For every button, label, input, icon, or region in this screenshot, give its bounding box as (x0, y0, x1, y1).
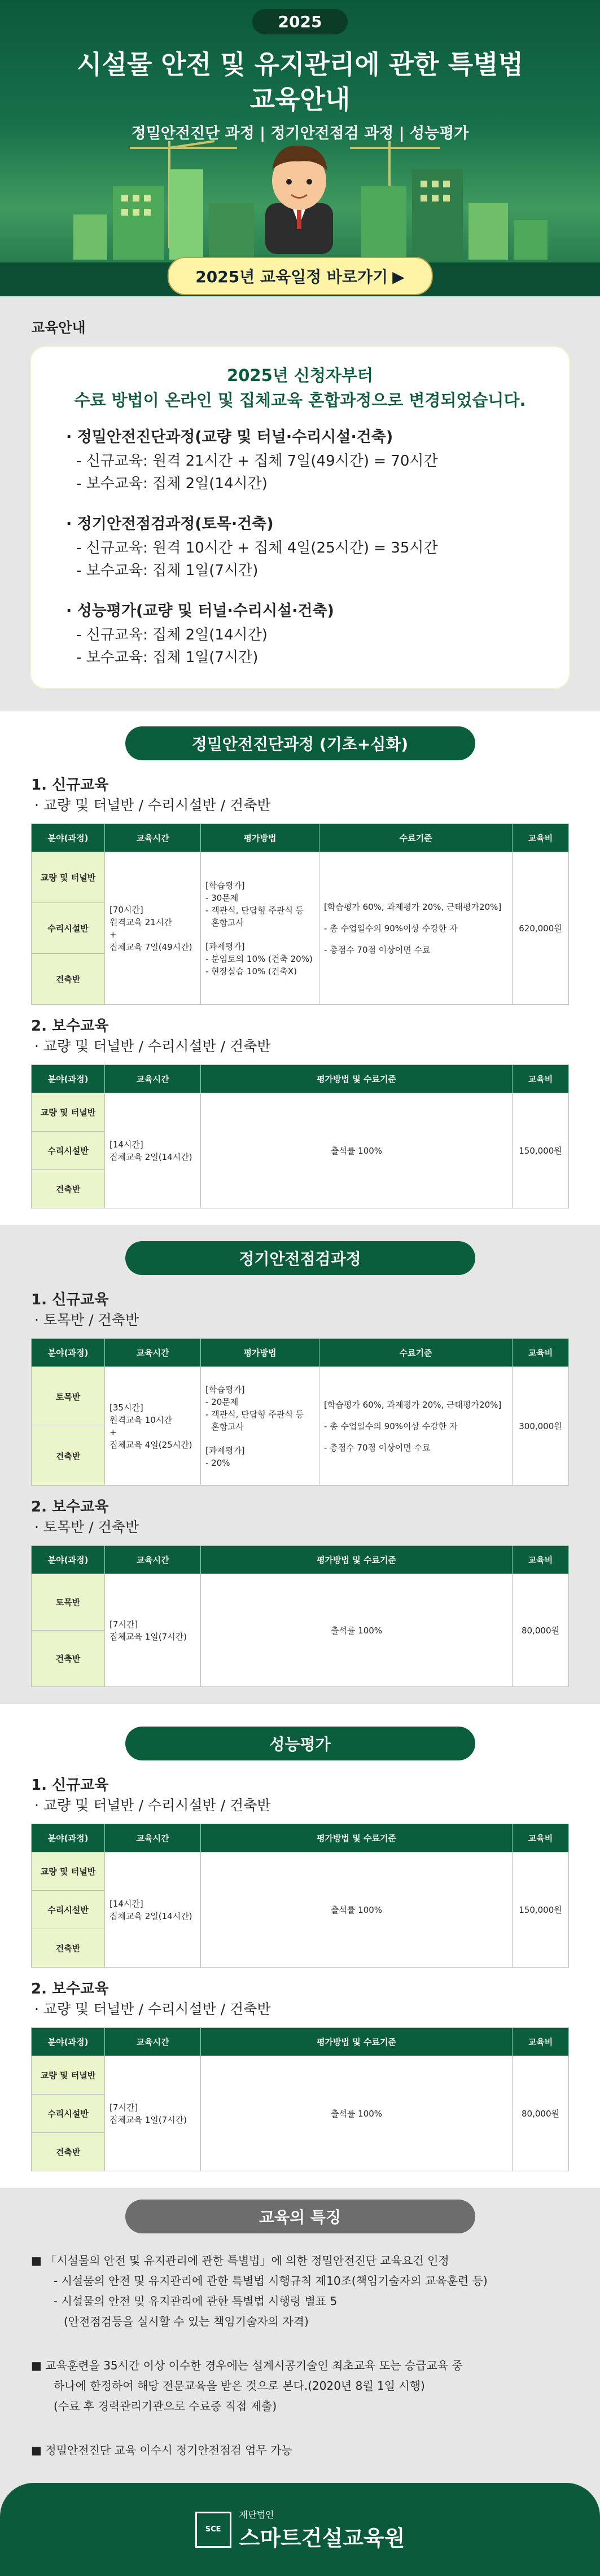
table-header-row (32, 1546, 569, 1574)
schedule-link-button[interactable] (167, 257, 432, 295)
division-cell: 수리시설반 (32, 1891, 105, 1929)
refresher-education-table (31, 2027, 569, 2171)
division-cell: 토목반 (32, 1574, 105, 1631)
eval-line: [학습평가] (205, 1384, 245, 1395)
info-section (0, 296, 600, 711)
col-fee: 교육비 (513, 1339, 569, 1367)
time-line: 집체교육 2일(14시간) (110, 1151, 192, 1162)
eval-line: - 객관식, 단답형 주관식 등 (205, 905, 304, 915)
time-line: [14시간] (110, 1898, 143, 1909)
table-header-row (32, 1824, 569, 1852)
time-line: [7시간] (110, 2102, 138, 2113)
precision-diagnosis-section (0, 711, 600, 1225)
eval-line: - 분임토의 10% (건축 20%) (205, 953, 313, 964)
refresher-education-heading: 2. 보수교육 (31, 1499, 109, 1515)
eval-line: 혼합고사 (211, 1421, 244, 1432)
time-cell (105, 1574, 201, 1687)
info-item-title: · 정밀안전진단과정(교량 및 터널·수리시설·건축) (66, 428, 393, 446)
section-pill: 정기안전점검과정 (125, 1241, 475, 1275)
new-education-classes: · 교량 및 터널반 / 수리시설반 / 건축반 (34, 797, 271, 813)
table-header-row (32, 1339, 569, 1367)
eval-cell (201, 852, 319, 1005)
col-eval: 평가방법 (201, 1339, 319, 1367)
footer (0, 2483, 600, 2576)
feature-line: ■ 정밀안전진단 교육 이수시 정기안전점검 업무 가능 (31, 2443, 292, 2457)
feature-line: (안전점검등을 실시할 수 있는 책임기술자의 자격) (64, 2315, 309, 2328)
course-list-subtitle: 정밀안전진단 과정 | 정기안전점검 과정 | 성능평가 (131, 125, 469, 142)
info-item-line: - 신규교육: 원격 21시간 + 집체 7일(49시간) = 70시간 (76, 453, 438, 470)
table-row (32, 852, 569, 903)
table-row (32, 1852, 569, 1891)
table-row (32, 1574, 569, 1631)
table-row (32, 2056, 569, 2095)
eval-line: - 객관식, 단답형 주관식 등 (205, 1409, 304, 1420)
col-eval-standard: 평가방법 및 수료기준 (201, 2028, 513, 2056)
spacer (324, 1432, 507, 1442)
feature-line: (수료 후 경력관리기관으로 수료증 직접 제출) (54, 2399, 277, 2413)
division-cell: 건축반 (32, 1631, 105, 1687)
col-eval-standard: 평가방법 및 수료기준 (201, 1546, 513, 1574)
info-item-line: - 신규교육: 집체 2일(14시간) (76, 627, 268, 643)
eval-cell (201, 1367, 319, 1486)
standard-line: - 총점수 70점 이상이면 수료 (324, 944, 431, 955)
new-education-table (31, 823, 569, 1005)
division-cell: 수리시설반 (32, 2095, 105, 2133)
division-cell: 건축반 (32, 1170, 105, 1208)
division-cell: 수리시설반 (32, 903, 105, 954)
spacer (324, 935, 507, 944)
col-eval: 평가방법 (201, 824, 319, 852)
time-line: 집체교육 1일(7시간) (110, 1631, 187, 1642)
time-line: 원격교육 21시간 (110, 917, 172, 927)
standard-cell (319, 852, 513, 1005)
features-section (0, 2188, 600, 2483)
col-division: 분야(과정) (32, 824, 105, 852)
feature-line: ■ 교육훈련을 35시간 이상 이수한 경우에는 설계시공기술인 최초교육 또는 승급교육 중 (31, 2359, 463, 2372)
spacer (324, 913, 507, 922)
time-line: + (110, 929, 117, 940)
refresher-education-heading: 2. 보수교육 (31, 1981, 109, 1997)
col-time: 교육시간 (105, 1339, 201, 1367)
new-education-classes: · 토목반 / 건축반 (34, 1312, 139, 1328)
division-cell: 건축반 (32, 954, 105, 1005)
col-fee: 교육비 (513, 2028, 569, 2056)
time-line: 집체교육 2일(14시간) (110, 1911, 192, 1921)
info-label: 교육안내 (31, 319, 86, 336)
col-standard: 수료기준 (319, 1339, 513, 1367)
time-cell (105, 852, 201, 1005)
table-header-row (32, 824, 569, 852)
col-time: 교육시간 (105, 1824, 201, 1852)
eval-line: [과제평가] (205, 941, 245, 952)
col-fee: 교육비 (513, 1824, 569, 1852)
info-item-line: - 보수교육: 집체 2일(14시간) (76, 475, 268, 492)
col-eval-standard: 평가방법 및 수료기준 (201, 1065, 513, 1093)
time-cell (105, 1367, 201, 1486)
refresher-education-table (31, 1064, 569, 1208)
col-fee: 교육비 (513, 824, 569, 852)
feature-line: - 시설물의 안전 및 유지관리에 관한 특별법 시행규칙 제10조(책임기술자의 교육훈련 등) (54, 2274, 488, 2288)
col-time: 교육시간 (105, 1065, 201, 1093)
col-eval-standard: 평가방법 및 수료기준 (201, 1824, 513, 1852)
time-line: [14시간] (110, 1139, 143, 1150)
fee-cell: 150,000원 (513, 1093, 569, 1208)
time-line: [7시간] (110, 1619, 138, 1629)
new-education-classes: · 교량 및 터널반 / 수리시설반 / 건축반 (34, 1797, 271, 1813)
col-division: 분야(과정) (32, 2028, 105, 2056)
page-title-line1: 시설물 안전 및 유지관리에 관한 특별법 (76, 49, 524, 80)
col-division: 분야(과정) (32, 1824, 105, 1852)
standard-cell: 출석률 100% (201, 1852, 513, 1968)
fee-cell: 80,000원 (513, 2056, 569, 2171)
time-line: 원격교육 10시간 (110, 1414, 172, 1425)
new-education-heading: 1. 신규교육 (31, 777, 109, 794)
standard-cell: 출석률 100% (201, 1093, 513, 1208)
table-header-row (32, 2028, 569, 2056)
col-fee: 교육비 (513, 1065, 569, 1093)
eval-line: - 20% (205, 1457, 230, 1468)
time-cell (105, 1093, 201, 1208)
col-standard: 수료기준 (319, 824, 513, 852)
time-line: + (110, 1427, 117, 1438)
col-time: 교육시간 (105, 1546, 201, 1574)
eval-line: [학습평가] (205, 880, 245, 891)
standard-line: - 총 수업일수의 90%이상 수강한 자 (324, 923, 458, 934)
new-education-table (31, 1824, 569, 1968)
standard-line: [학습평가 60%, 과제평가 20%, 근태평가20%] (324, 1399, 502, 1410)
eval-line: [과제평가] (205, 1445, 245, 1456)
refresher-education-classes: · 교량 및 터널반 / 수리시설반 / 건축반 (34, 2001, 271, 2017)
info-heading-line1: 2025년 신청자부터 (227, 366, 373, 385)
time-cell (105, 2056, 201, 2171)
feature-line: ■ 「시설물의 안전 및 유지관리에 관한 특별법」에 의한 정밀안전진단 교육요건 인정 (31, 2254, 449, 2267)
division-cell: 건축반 (32, 1426, 105, 1486)
standard-cell: 출석률 100% (201, 2056, 513, 2171)
division-cell: 교량 및 터널반 (32, 1093, 105, 1132)
feature-line: 하나에 한정하여 해당 전문교육을 받은 것으로 본다.(2020년 8월 1일 시행) (54, 2379, 425, 2393)
fee-cell: 80,000원 (513, 1574, 569, 1687)
table-header-row (32, 1065, 569, 1093)
col-time: 교육시간 (105, 824, 201, 852)
org-type: 재단법인 (239, 2509, 274, 2520)
feature-item (31, 2250, 569, 2332)
standard-line: - 총 수업일수의 90%이상 수강한 자 (324, 1421, 458, 1431)
col-division: 분야(과정) (32, 1065, 105, 1093)
org-logo[interactable] (195, 2508, 405, 2552)
logo-mark-icon: SCE (195, 2512, 231, 2548)
time-cell (105, 1852, 201, 1968)
schedule-link-label: 2025년 교육일정 바로가기 (195, 268, 388, 286)
standard-cell (319, 1367, 513, 1486)
info-item-title: · 성능평가(교량 및 터널·수리시설·건축) (66, 602, 334, 620)
info-card (31, 347, 569, 688)
fee-cell: 300,000원 (513, 1367, 569, 1486)
division-cell: 토목반 (32, 1367, 105, 1426)
new-education-heading: 1. 신규교육 (31, 1777, 109, 1794)
standard-line: [학습평가 60%, 과제평가 20%, 근태평가20%] (324, 901, 502, 912)
time-line: 집체교육 1일(7시간) (110, 2114, 187, 2125)
spacer (205, 1433, 314, 1444)
refresher-education-classes: · 교량 및 터널반 / 수리시설반 / 건축반 (34, 1038, 271, 1054)
division-cell: 수리시설반 (32, 1132, 105, 1170)
division-cell: 건축반 (32, 2133, 105, 2171)
info-heading (66, 363, 534, 413)
division-cell: 교량 및 터널반 (32, 2056, 105, 2095)
section-pill: 성능평가 (125, 1727, 475, 1760)
page-title-line2: 교육안내 (249, 84, 351, 115)
eval-line: - 20문제 (205, 1396, 239, 1407)
section-pill: 교육의 특징 (125, 2200, 475, 2233)
table-row (32, 1367, 569, 1426)
feature-item (31, 2355, 569, 2416)
info-item-line: - 보수교육: 집체 1일(7시간) (76, 562, 259, 579)
refresher-education-heading: 2. 보수교육 (31, 1018, 109, 1035)
time-line: [35시간] (110, 1402, 143, 1413)
hero-banner (0, 0, 600, 296)
info-item-line: - 보수교육: 집체 1일(7시간) (76, 649, 259, 666)
col-division: 분야(과정) (32, 1339, 105, 1367)
year-badge: 2025 (252, 9, 348, 34)
spacer (205, 929, 314, 940)
new-education-heading: 1. 신규교육 (31, 1291, 109, 1308)
division-cell: 교량 및 터널반 (32, 852, 105, 903)
eval-line: - 현장실습 10% (건축X) (205, 966, 297, 976)
feature-line: - 시설물의 안전 및 유지관리에 관한 특별법 시행령 별표 5 (54, 2294, 338, 2308)
info-heading-line2: 수료 방법이 온라인 및 집체교육 혼합과정으로 변경되었습니다. (74, 391, 526, 410)
refresher-education-table (31, 1545, 569, 1687)
division-cell: 건축반 (32, 1929, 105, 1968)
info-item (66, 599, 534, 669)
standard-cell: 출석률 100% (201, 1574, 513, 1687)
table-row (32, 1093, 569, 1132)
col-division: 분야(과정) (32, 1546, 105, 1574)
eval-line: - 30문제 (205, 892, 239, 903)
performance-evaluation-section (0, 1704, 600, 2188)
eval-line: 혼합고사 (211, 917, 244, 928)
feature-item (31, 2440, 569, 2460)
time-line: 집체교육 7일(49시간) (110, 941, 192, 952)
time-line: 집체교육 4일(25시간) (110, 1439, 192, 1450)
regular-inspection-section (0, 1225, 600, 1704)
fee-cell: 620,000원 (513, 852, 569, 1005)
info-item-line: - 신규교육: 원격 10시간 + 집체 4일(25시간) = 35시간 (76, 540, 438, 557)
org-name: 스마트건설교육원 (239, 2525, 405, 2551)
standard-line: - 총점수 70점 이상이면 수료 (324, 1442, 431, 1453)
division-cell: 교량 및 터널반 (32, 1852, 105, 1891)
time-line: [70시간] (110, 904, 143, 915)
col-time: 교육시간 (105, 2028, 201, 2056)
section-pill: 정밀안전진단과정 (기초+심화) (125, 726, 475, 760)
info-item (66, 512, 534, 582)
refresher-education-classes: · 토목반 / 건축반 (34, 1519, 139, 1535)
info-item (66, 425, 534, 495)
spacer (324, 1411, 507, 1420)
info-item-title: · 정기안전점검과정(토목·건축) (66, 515, 274, 533)
character-icon (265, 146, 333, 254)
new-education-table (31, 1338, 569, 1486)
play-arrow-icon: ▶ (392, 268, 405, 286)
col-fee: 교육비 (513, 1546, 569, 1574)
fee-cell: 150,000원 (513, 1852, 569, 1968)
